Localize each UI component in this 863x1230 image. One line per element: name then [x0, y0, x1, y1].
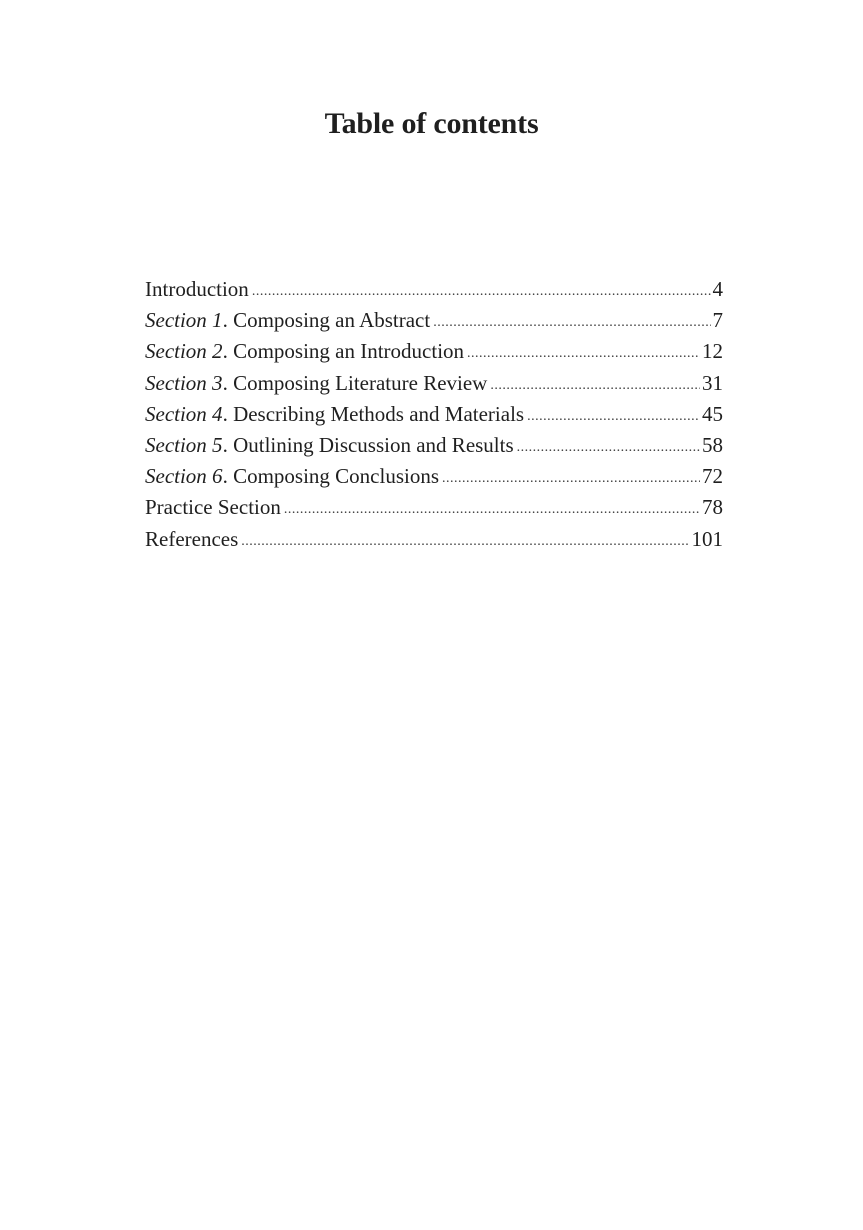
toc-entry-title: Practice Section	[145, 495, 281, 520]
toc-entry-section-2[interactable]	[145, 336, 723, 367]
toc-entry-title: . Composing Conclusions	[222, 464, 440, 489]
dot-leader	[490, 370, 700, 401]
toc-entry-label	[145, 492, 281, 523]
toc-entry-section-3[interactable]	[145, 368, 723, 399]
dot-leader	[467, 338, 700, 369]
toc-entry-label	[145, 399, 524, 430]
toc-entry-references[interactable]	[145, 524, 723, 555]
toc-page-number: 12	[702, 339, 723, 364]
toc-entry-label	[145, 430, 514, 461]
toc-page-number: 58	[702, 432, 723, 457]
toc-entry-label	[145, 368, 487, 399]
toc-entry-title: . Describing Methods and Materials	[222, 401, 525, 426]
toc-entry-title: References	[145, 526, 239, 551]
dot-leader	[241, 526, 689, 557]
page-title: Table of contents	[324, 107, 539, 140]
toc-page-number: 101	[691, 526, 723, 551]
toc-section-prefix: Section 2	[145, 339, 223, 364]
toc-page-number: 4	[712, 277, 723, 301]
toc-entry-title: . Composing an Introduction	[222, 339, 465, 364]
dot-leader	[252, 276, 711, 307]
dot-leader	[284, 494, 700, 525]
toc-section-prefix: Section 4	[145, 401, 223, 426]
toc-page-number: 78	[702, 495, 723, 520]
dot-leader	[442, 463, 700, 494]
toc-section-prefix: Section 5	[145, 432, 223, 457]
toc-section-prefix: Section 6	[145, 464, 223, 489]
toc-page-number: 45	[702, 401, 723, 426]
toc-entry-title: . Outlining Discussion and Results	[222, 432, 514, 457]
dot-leader	[517, 432, 700, 463]
toc-entry-section-5[interactable]	[145, 430, 723, 461]
dot-leader	[433, 307, 710, 338]
toc-entry-practice-section[interactable]	[145, 492, 723, 523]
toc-entry-label	[145, 305, 430, 336]
toc-entry-section-1[interactable]	[145, 305, 723, 336]
toc-page-number: 31	[702, 370, 723, 395]
toc-section-prefix: Section 3	[145, 370, 223, 395]
dot-leader	[527, 401, 700, 432]
toc-entry-label	[145, 336, 464, 367]
table-of-contents	[145, 274, 723, 555]
toc-entry-label	[145, 274, 249, 305]
toc-entry-label	[145, 461, 439, 492]
toc-entry-title: . Composing an Abstract	[222, 308, 431, 333]
toc-entry-label	[145, 524, 238, 555]
toc-page-number: 72	[702, 464, 723, 489]
toc-entry-title: . Composing Literature Review	[222, 370, 488, 395]
toc-entry-title: Introduction	[145, 277, 249, 301]
toc-entry-section-4[interactable]	[145, 399, 723, 430]
toc-entry-section-6[interactable]	[145, 461, 723, 492]
toc-section-prefix: Section 1	[145, 308, 223, 333]
toc-entry-introduction[interactable]	[145, 274, 723, 305]
toc-page-number: 7	[712, 308, 723, 333]
